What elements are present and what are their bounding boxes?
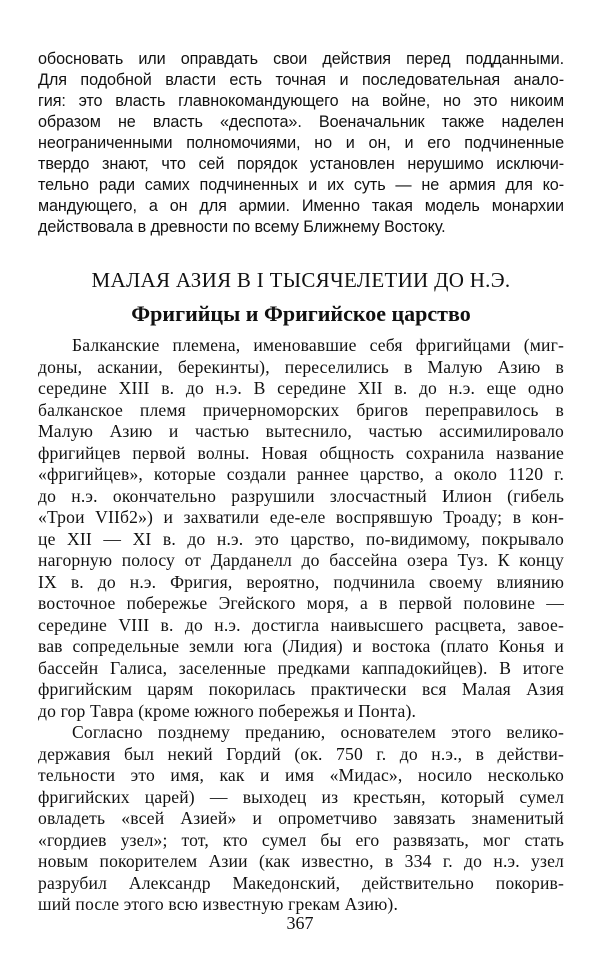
text-line: нагорную полосу от Дарданелл до бассейна озера Туз. К концу xyxy=(38,550,564,570)
section-title: МАЛАЯ АЗИЯ В I ТЫСЯЧЕЛЕТИИ ДО Н.Э. xyxy=(91,268,511,292)
text-line: державия был некий Гордий (ок. 750 г. до н.э., в действи- xyxy=(38,743,564,764)
text-line: Согласно позднему преданию, основателем этого велико- xyxy=(72,722,564,742)
text-line: восточное побережье Эгейского моря, а в первой половине — xyxy=(38,593,564,613)
text-line: до н.э. окончательно разрушили злосчастный Илион (гибель xyxy=(38,485,564,506)
text-line: Балканские племена, именовавшие себя фригийцами (миг- xyxy=(72,335,564,355)
intro-paragraph xyxy=(38,49,564,238)
text-line: тельности это имя, как и имя «Мидас», носило несколько xyxy=(38,765,564,785)
text-line: бассейн Галиса, заселенные предками каппадокийцев). В итоге xyxy=(38,657,564,678)
body-paragraph-2 xyxy=(38,722,564,916)
text-line: гия: это власть главнокомандующего на войне, но это никоим xyxy=(38,92,564,110)
body-paragraph-1 xyxy=(38,335,564,722)
text-line: балканское племя причерноморских бригов переправилось в xyxy=(38,399,564,420)
text-line: действовала в древности по всему Ближнему Востоку. xyxy=(38,218,446,236)
page-number: 367 xyxy=(286,913,314,933)
text-line: тельно ради самих подчиненных и их суть — не армия для ко- xyxy=(38,176,564,194)
text-line: доны, аскании, берекинты), переселились в Малую Азию в xyxy=(38,356,564,377)
text-line: до гор Тавра (кроме южного побережья и Понта). xyxy=(38,700,417,721)
text-line: образом не власть «деспота». Военачальник также наделен xyxy=(38,113,564,131)
text-line: разрубил Александр Македонский, действительно покорив- xyxy=(38,872,564,893)
text-line: середине VIII в. до н.э. достигла наивысшего расцвета, завое- xyxy=(38,614,564,635)
text-line: овладеть «всей Азией» и опрометчиво завязать знаменитый xyxy=(38,808,564,828)
text-line: мандующего, а он для армии. Именно такая модель монархии xyxy=(38,197,564,215)
text-line: фригийцев первой волны. Новая общность сохранила название xyxy=(38,442,564,463)
text-line: фригийских царей) — выходец из крестьян, который сумел xyxy=(38,786,564,807)
section-subtitle: Фригийцы и Фригийское царство xyxy=(131,301,471,326)
text-line: ший после этого всю известную грекам Азию). xyxy=(38,894,398,914)
text-line: вав сопредельные земли юга (Лидия) и востока (плато Конья и xyxy=(38,636,564,656)
text-line: фригийским царям покорилась практически вся Малая Азия xyxy=(38,679,564,699)
text-line: «фригийцев», которые создали раннее царство, а около 1120 г. xyxy=(38,464,564,484)
text-line: «гордиев узел»; тот, кто сумел бы его развязать, мог стать xyxy=(38,829,564,850)
text-line: твердо знают, что сей порядок установлен нерушимо исключи- xyxy=(38,155,564,173)
text-line: IX в. до н.э. Фригия, вероятно, подчинила своему влиянию xyxy=(38,571,564,592)
text-line: обосновать или оправдать свои действия перед подданными. xyxy=(38,50,564,68)
text-line: це XII — XI в. до н.э. это царство, по-видимому, покрывало xyxy=(38,528,564,549)
text-line: «Трои VIIб2») и захватили еде-еле воспрявшую Троаду; в кон- xyxy=(38,507,564,527)
text-line: новым покорителем Азии (как известно, в 334 г. до н.э. узел xyxy=(38,851,564,871)
text-line: середине XIII в. до н.э. В середине XII в. до н.э. еще одно xyxy=(38,378,564,398)
text-line: Малую Азию и частью вытеснило, частью ассимилировало xyxy=(38,421,564,441)
text-line: неограниченными полномочиями, но и он, и его подчиненные xyxy=(38,134,564,152)
text-line: Для подобной власти есть точная и последовательная анало- xyxy=(38,71,564,89)
